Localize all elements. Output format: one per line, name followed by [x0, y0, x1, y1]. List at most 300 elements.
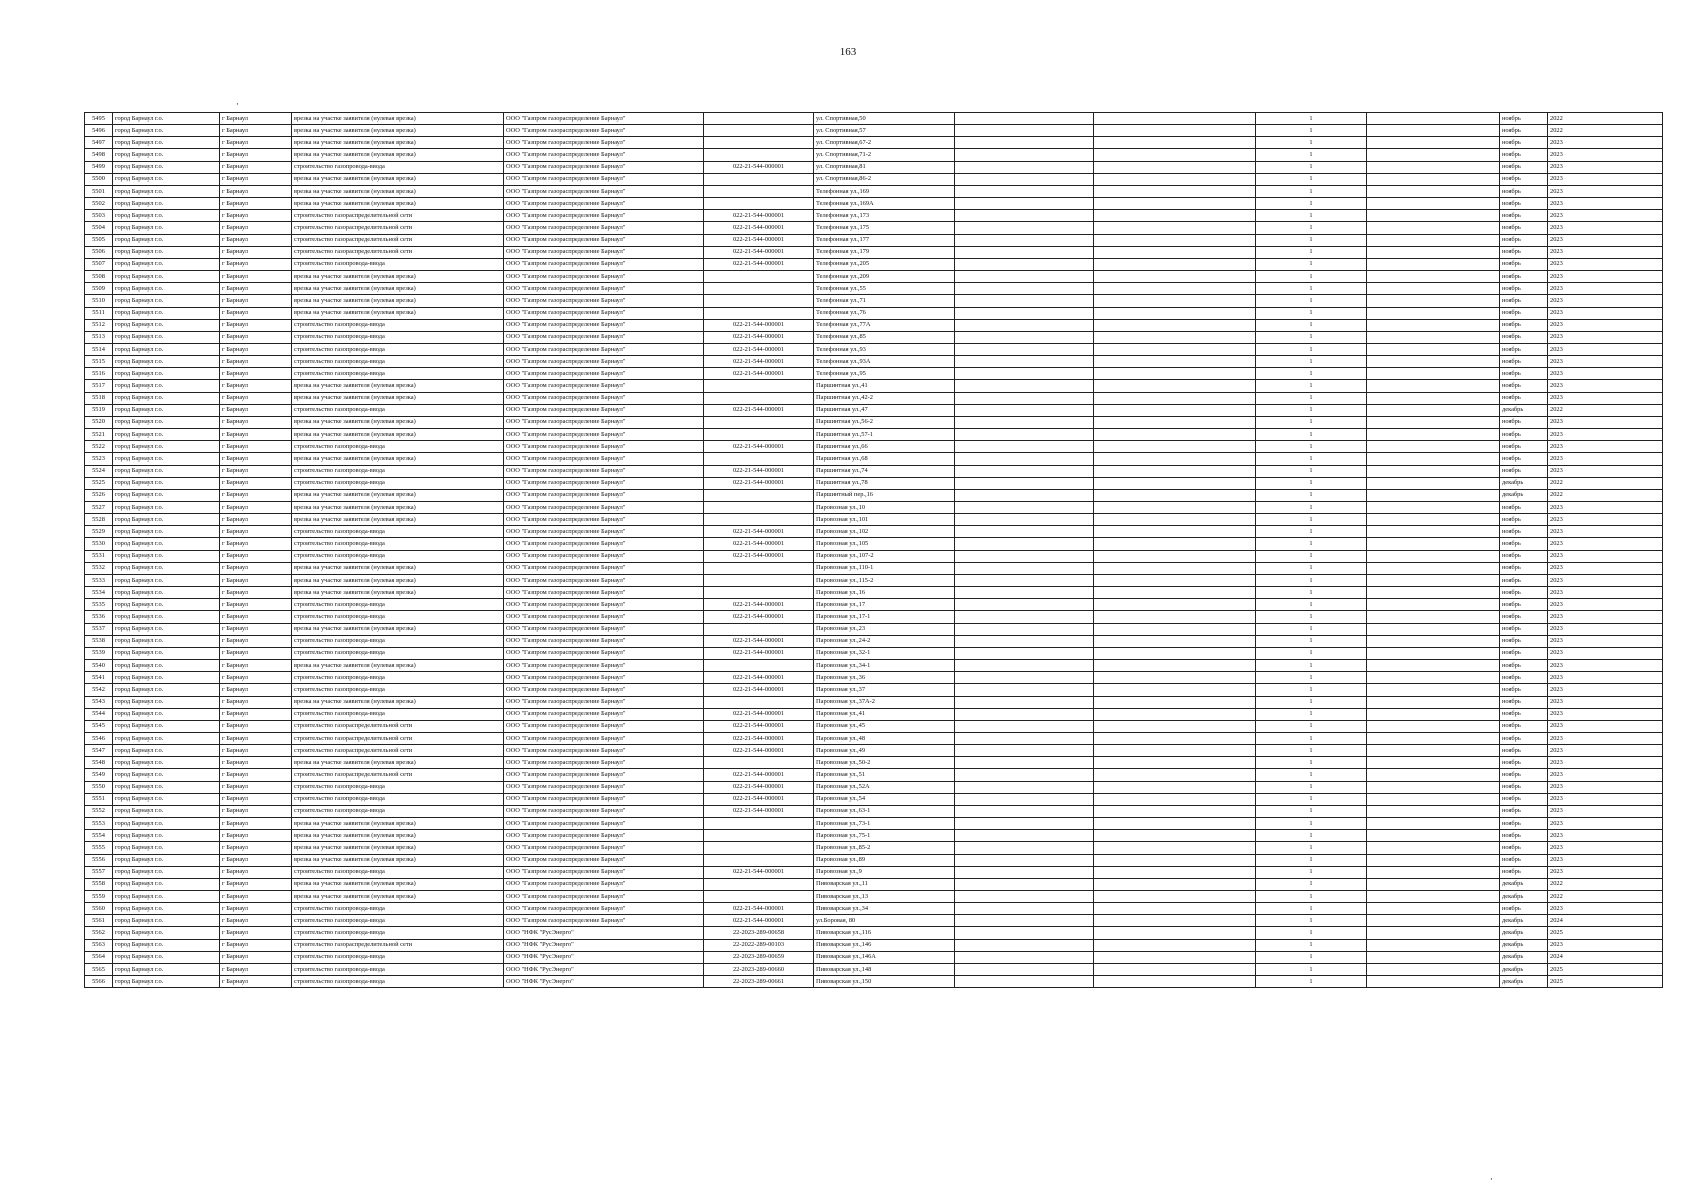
blank-col-a-cell — [955, 234, 1094, 246]
organization-cell: ООО "Газпром газораспределение Барнаул" — [504, 866, 704, 878]
work-type-cell: строительство газопровода-ввода — [292, 708, 504, 720]
blank-col-b-cell — [1094, 489, 1256, 501]
locality-cell: г Барнаул — [220, 842, 292, 854]
quantity-cell: 1 — [1256, 915, 1367, 927]
table-row — [85, 368, 1663, 380]
municipality-cell: город Барнаул г.о. — [113, 453, 220, 465]
month-cell: ноябрь — [1500, 307, 1548, 319]
registry-number-cell: 022-21-544-000001 — [704, 611, 814, 623]
organization-cell: ООО "Газпром газораспределение Барнаул" — [504, 757, 704, 769]
municipality-cell: город Барнаул г.о. — [113, 538, 220, 550]
locality-cell: г Барнаул — [220, 149, 292, 161]
month-cell: ноябрь — [1500, 866, 1548, 878]
blank-col-a-cell — [955, 550, 1094, 562]
locality-cell: г Барнаул — [220, 915, 292, 927]
blank-col-c-cell — [1367, 502, 1500, 514]
month-cell: ноябрь — [1500, 757, 1548, 769]
work-type-cell: строительство газопровода-ввода — [292, 781, 504, 793]
year-cell: 2023 — [1548, 234, 1663, 246]
register-table — [84, 112, 1663, 988]
blank-col-c-cell — [1367, 489, 1500, 501]
locality-cell: г Барнаул — [220, 137, 292, 149]
organization-cell: ООО "Газпром газораспределение Барнаул" — [504, 684, 704, 696]
organization-cell: ООО "Газпром газораспределение Барнаул" — [504, 672, 704, 684]
quantity-cell: 1 — [1256, 660, 1367, 672]
row-number-cell: 5531 — [85, 550, 113, 562]
blank-col-b-cell — [1094, 514, 1256, 526]
quantity-cell: 1 — [1256, 198, 1367, 210]
blank-col-b-cell — [1094, 939, 1256, 951]
locality-cell: г Барнаул — [220, 684, 292, 696]
blank-col-b-cell — [1094, 538, 1256, 550]
locality-cell: г Барнаул — [220, 550, 292, 562]
municipality-cell: город Барнаул г.о. — [113, 149, 220, 161]
municipality-cell: город Барнаул г.о. — [113, 587, 220, 599]
year-cell: 2023 — [1548, 258, 1663, 270]
organization-cell: ООО "Газпром газораспределение Барнаул" — [504, 538, 704, 550]
table-row — [85, 380, 1663, 392]
blank-col-a-cell — [955, 976, 1094, 988]
blank-col-b-cell — [1094, 647, 1256, 659]
municipality-cell: город Барнаул г.о. — [113, 477, 220, 489]
address-cell: Телефонная ул.,76 — [814, 307, 955, 319]
blank-col-b-cell — [1094, 732, 1256, 744]
work-type-cell: врезка на участке заявителя (нулевая врезка) — [292, 125, 504, 137]
locality-cell: г Барнаул — [220, 246, 292, 258]
registry-number-cell — [704, 149, 814, 161]
address-cell: Телефонная ул.,209 — [814, 271, 955, 283]
organization-cell: ООО "Газпром газораспределение Барнаул" — [504, 210, 704, 222]
month-cell: декабрь — [1500, 951, 1548, 963]
locality-cell: г Барнаул — [220, 903, 292, 915]
organization-cell: ООО "Газпром газораспределение Барнаул" — [504, 125, 704, 137]
quantity-cell: 1 — [1256, 465, 1367, 477]
blank-col-a-cell — [955, 757, 1094, 769]
month-cell: ноябрь — [1500, 234, 1548, 246]
blank-col-a-cell — [955, 161, 1094, 173]
municipality-cell: город Барнаул г.о. — [113, 198, 220, 210]
organization-cell: ООО "Газпром газораспределение Барнаул" — [504, 453, 704, 465]
municipality-cell: город Барнаул г.о. — [113, 793, 220, 805]
blank-col-b-cell — [1094, 161, 1256, 173]
blank-col-b-cell — [1094, 319, 1256, 331]
locality-cell: г Барнаул — [220, 453, 292, 465]
registry-number-cell: 022-21-544-000001 — [704, 234, 814, 246]
table-row — [85, 246, 1663, 258]
municipality-cell: город Барнаул г.о. — [113, 392, 220, 404]
year-cell: 2023 — [1548, 137, 1663, 149]
organization-cell: ООО "Газпром газораспределение Барнаул" — [504, 818, 704, 830]
organization-cell: ООО "Газпром газораспределение Барнаул" — [504, 392, 704, 404]
blank-col-c-cell — [1367, 149, 1500, 161]
blank-col-a-cell — [955, 732, 1094, 744]
work-type-cell: строительство газопровода-ввода — [292, 684, 504, 696]
organization-cell: ООО "Газпром газораспределение Барнаул" — [504, 830, 704, 842]
organization-cell: ООО "Газпром газораспределение Барнаул" — [504, 295, 704, 307]
registry-number-cell — [704, 271, 814, 283]
row-number-cell: 5529 — [85, 526, 113, 538]
blank-col-a-cell — [955, 830, 1094, 842]
locality-cell: г Барнаул — [220, 368, 292, 380]
year-cell: 2023 — [1548, 198, 1663, 210]
municipality-cell: город Барнаул г.о. — [113, 842, 220, 854]
quantity-cell: 1 — [1256, 502, 1367, 514]
work-type-cell: врезка на участке заявителя (нулевая врезка) — [292, 854, 504, 866]
table-row — [85, 295, 1663, 307]
table-row — [85, 319, 1663, 331]
municipality-cell: город Барнаул г.о. — [113, 574, 220, 586]
work-type-cell: врезка на участке заявителя (нулевая врезка) — [292, 429, 504, 441]
blank-col-c-cell — [1367, 854, 1500, 866]
blank-col-a-cell — [955, 647, 1094, 659]
blank-col-b-cell — [1094, 526, 1256, 538]
row-number-cell: 5554 — [85, 830, 113, 842]
month-cell: декабрь — [1500, 891, 1548, 903]
address-cell: Телефонная ул.,93 — [814, 343, 955, 355]
month-cell: ноябрь — [1500, 392, 1548, 404]
address-cell: Телефонная ул.,71 — [814, 295, 955, 307]
blank-col-a-cell — [955, 793, 1094, 805]
blank-col-b-cell — [1094, 611, 1256, 623]
registry-number-cell — [704, 830, 814, 842]
work-type-cell: строительство газопровода-ввода — [292, 866, 504, 878]
organization-cell: ООО "Газпром газораспределение Барнаул" — [504, 769, 704, 781]
address-cell: Паровозная ул.,17 — [814, 599, 955, 611]
row-number-cell: 5538 — [85, 635, 113, 647]
table-row — [85, 623, 1663, 635]
blank-col-a-cell — [955, 222, 1094, 234]
row-number-cell: 5548 — [85, 757, 113, 769]
locality-cell: г Барнаул — [220, 161, 292, 173]
row-number-cell: 5541 — [85, 672, 113, 684]
blank-col-a-cell — [955, 137, 1094, 149]
organization-cell: ООО "Газпром газораспределение Барнаул" — [504, 343, 704, 355]
blank-col-a-cell — [955, 343, 1094, 355]
work-type-cell: строительство газораспределительной сети — [292, 234, 504, 246]
row-number-cell: 5502 — [85, 198, 113, 210]
year-cell: 2023 — [1548, 623, 1663, 635]
quantity-cell: 1 — [1256, 963, 1367, 975]
blank-col-a-cell — [955, 818, 1094, 830]
work-type-cell: строительство газопровода-ввода — [292, 903, 504, 915]
municipality-cell: город Барнаул г.о. — [113, 185, 220, 197]
row-number-cell: 5551 — [85, 793, 113, 805]
table-row — [85, 562, 1663, 574]
quantity-cell: 1 — [1256, 599, 1367, 611]
registry-number-cell: 022-21-544-000001 — [704, 222, 814, 234]
quantity-cell: 1 — [1256, 210, 1367, 222]
blank-col-a-cell — [955, 854, 1094, 866]
blank-col-c-cell — [1367, 441, 1500, 453]
locality-cell: г Барнаул — [220, 963, 292, 975]
locality-cell: г Барнаул — [220, 891, 292, 903]
year-cell: 2023 — [1548, 793, 1663, 805]
address-cell: Паровозная ул.,16 — [814, 587, 955, 599]
quantity-cell: 1 — [1256, 696, 1367, 708]
table-row — [85, 161, 1663, 173]
quantity-cell: 1 — [1256, 526, 1367, 538]
blank-col-c-cell — [1367, 113, 1500, 125]
municipality-cell: город Барнаул г.о. — [113, 818, 220, 830]
work-type-cell: строительство газораспределительной сети — [292, 222, 504, 234]
work-type-cell: строительство газопровода-ввода — [292, 976, 504, 988]
work-type-cell: строительство газопровода-ввода — [292, 915, 504, 927]
row-number-cell: 5520 — [85, 416, 113, 428]
quantity-cell: 1 — [1256, 538, 1367, 550]
work-type-cell: строительство газопровода-ввода — [292, 647, 504, 659]
address-cell: Пивоварская ул.,150 — [814, 976, 955, 988]
work-type-cell: врезка на участке заявителя (нулевая врезка) — [292, 283, 504, 295]
blank-col-b-cell — [1094, 258, 1256, 270]
address-cell: Паршинтная ул.,57-1 — [814, 429, 955, 441]
table-row — [85, 672, 1663, 684]
blank-col-a-cell — [955, 538, 1094, 550]
organization-cell: ООО "Газпром газораспределение Барнаул" — [504, 246, 704, 258]
organization-cell: ООО "Газпром газораспределение Барнаул" — [504, 502, 704, 514]
quantity-cell: 1 — [1256, 720, 1367, 732]
organization-cell: ООО "Газпром газораспределение Барнаул" — [504, 307, 704, 319]
blank-col-a-cell — [955, 599, 1094, 611]
month-cell: ноябрь — [1500, 903, 1548, 915]
work-type-cell: врезка на участке заявителя (нулевая врезка) — [292, 271, 504, 283]
blank-col-a-cell — [955, 514, 1094, 526]
blank-col-c-cell — [1367, 684, 1500, 696]
year-cell: 2023 — [1548, 720, 1663, 732]
organization-cell: ООО "НФК "РусЭнерго" — [504, 951, 704, 963]
year-cell: 2023 — [1548, 453, 1663, 465]
registry-number-cell — [704, 307, 814, 319]
row-number-cell: 5527 — [85, 502, 113, 514]
blank-col-a-cell — [955, 356, 1094, 368]
locality-cell: г Барнаул — [220, 611, 292, 623]
table-row — [85, 976, 1663, 988]
organization-cell: ООО "Газпром газораспределение Барнаул" — [504, 441, 704, 453]
blank-col-c-cell — [1367, 562, 1500, 574]
quantity-cell: 1 — [1256, 258, 1367, 270]
work-type-cell: врезка на участке заявителя (нулевая врезка) — [292, 757, 504, 769]
table-row — [85, 611, 1663, 623]
organization-cell: ООО "Газпром газораспределение Барнаул" — [504, 550, 704, 562]
year-cell: 2022 — [1548, 113, 1663, 125]
blank-col-c-cell — [1367, 234, 1500, 246]
blank-col-a-cell — [955, 927, 1094, 939]
row-number-cell: 5544 — [85, 708, 113, 720]
registry-number-cell: 022-21-544-000001 — [704, 647, 814, 659]
address-cell: Паровозная ул.,32-1 — [814, 647, 955, 659]
work-type-cell: врезка на участке заявителя (нулевая врезка) — [292, 489, 504, 501]
blank-col-a-cell — [955, 805, 1094, 817]
blank-col-b-cell — [1094, 745, 1256, 757]
table-row — [85, 939, 1663, 951]
blank-col-c-cell — [1367, 805, 1500, 817]
blank-col-c-cell — [1367, 210, 1500, 222]
quantity-cell: 1 — [1256, 234, 1367, 246]
municipality-cell: город Барнаул г.о. — [113, 757, 220, 769]
address-cell: ул. Спортивная,67-2 — [814, 137, 955, 149]
municipality-cell: город Барнаул г.о. — [113, 441, 220, 453]
organization-cell: ООО "Газпром газораспределение Барнаул" — [504, 660, 704, 672]
blank-col-b-cell — [1094, 915, 1256, 927]
blank-col-a-cell — [955, 113, 1094, 125]
blank-col-b-cell — [1094, 125, 1256, 137]
year-cell: 2023 — [1548, 392, 1663, 404]
organization-cell: ООО "Газпром газораспределение Барнаул" — [504, 526, 704, 538]
registry-number-cell: 022-21-544-000001 — [704, 550, 814, 562]
locality-cell: г Барнаул — [220, 173, 292, 185]
registry-number-cell — [704, 173, 814, 185]
row-number-cell: 5511 — [85, 307, 113, 319]
table-row — [85, 745, 1663, 757]
work-type-cell: врезка на участке заявителя (нулевая врезка) — [292, 416, 504, 428]
table-row — [85, 769, 1663, 781]
month-cell: декабрь — [1500, 404, 1548, 416]
month-cell: ноябрь — [1500, 429, 1548, 441]
work-type-cell: врезка на участке заявителя (нулевая врезка) — [292, 514, 504, 526]
year-cell: 2023 — [1548, 732, 1663, 744]
address-cell: Паршинтная ул.,56-2 — [814, 416, 955, 428]
blank-col-a-cell — [955, 587, 1094, 599]
blank-col-a-cell — [955, 611, 1094, 623]
work-type-cell: строительство газопровода-ввода — [292, 672, 504, 684]
blank-col-c-cell — [1367, 283, 1500, 295]
year-cell: 2023 — [1548, 757, 1663, 769]
blank-col-c-cell — [1367, 307, 1500, 319]
registry-number-cell — [704, 283, 814, 295]
year-cell: 2023 — [1548, 842, 1663, 854]
row-number-cell: 5513 — [85, 331, 113, 343]
blank-col-b-cell — [1094, 757, 1256, 769]
blank-col-c-cell — [1367, 356, 1500, 368]
work-type-cell: строительство газопровода-ввода — [292, 963, 504, 975]
address-cell: Паршинтная ул.,47 — [814, 404, 955, 416]
municipality-cell: город Барнаул г.о. — [113, 891, 220, 903]
municipality-cell: город Барнаул г.о. — [113, 283, 220, 295]
table-row — [85, 404, 1663, 416]
work-type-cell: строительство газопровода-ввода — [292, 538, 504, 550]
month-cell: ноябрь — [1500, 210, 1548, 222]
locality-cell: г Барнаул — [220, 647, 292, 659]
table-row — [85, 781, 1663, 793]
year-cell: 2023 — [1548, 660, 1663, 672]
organization-cell: ООО "Газпром газораспределение Барнаул" — [504, 489, 704, 501]
table-row — [85, 793, 1663, 805]
registry-number-cell: 022-21-544-000001 — [704, 465, 814, 477]
quantity-cell: 1 — [1256, 368, 1367, 380]
address-cell: Телефонная ул.,169 — [814, 185, 955, 197]
address-cell: Паровозная ул.,51 — [814, 769, 955, 781]
locality-cell: г Барнаул — [220, 380, 292, 392]
registry-number-cell: 022-21-544-000001 — [704, 441, 814, 453]
address-cell: Телефонная ул.,173 — [814, 210, 955, 222]
month-cell: ноябрь — [1500, 113, 1548, 125]
year-cell: 2022 — [1548, 125, 1663, 137]
locality-cell: г Барнаул — [220, 951, 292, 963]
month-cell: ноябрь — [1500, 574, 1548, 586]
month-cell: ноябрь — [1500, 660, 1548, 672]
address-cell: Паршинтная ул.,74 — [814, 465, 955, 477]
municipality-cell: город Барнаул г.о. — [113, 137, 220, 149]
municipality-cell: город Барнаул г.о. — [113, 526, 220, 538]
blank-col-c-cell — [1367, 599, 1500, 611]
blank-col-b-cell — [1094, 672, 1256, 684]
month-cell: ноябрь — [1500, 246, 1548, 258]
quantity-cell: 1 — [1256, 149, 1367, 161]
blank-col-a-cell — [955, 745, 1094, 757]
month-cell: ноябрь — [1500, 769, 1548, 781]
blank-col-c-cell — [1367, 720, 1500, 732]
organization-cell: ООО "Газпром газораспределение Барнаул" — [504, 271, 704, 283]
quantity-cell: 1 — [1256, 793, 1367, 805]
work-type-cell: строительство газораспределительной сети — [292, 210, 504, 222]
locality-cell: г Барнаул — [220, 295, 292, 307]
organization-cell: ООО "Газпром газораспределение Барнаул" — [504, 113, 704, 125]
table-row — [85, 574, 1663, 586]
blank-col-b-cell — [1094, 878, 1256, 890]
quantity-cell: 1 — [1256, 185, 1367, 197]
municipality-cell: город Барнаул г.о. — [113, 416, 220, 428]
blank-col-a-cell — [955, 623, 1094, 635]
registry-number-cell: 022-21-544-000001 — [704, 732, 814, 744]
organization-cell: ООО "Газпром газораспределение Барнаул" — [504, 854, 704, 866]
blank-col-c-cell — [1367, 708, 1500, 720]
quantity-cell: 1 — [1256, 453, 1367, 465]
month-cell: ноябрь — [1500, 538, 1548, 550]
municipality-cell: город Барнаул г.о. — [113, 113, 220, 125]
table-row — [85, 429, 1663, 441]
table-row — [85, 526, 1663, 538]
month-cell: ноябрь — [1500, 720, 1548, 732]
blank-col-c-cell — [1367, 660, 1500, 672]
quantity-cell: 1 — [1256, 732, 1367, 744]
municipality-cell: город Барнаул г.о. — [113, 331, 220, 343]
blank-col-b-cell — [1094, 453, 1256, 465]
work-type-cell: строительство газопровода-ввода — [292, 526, 504, 538]
organization-cell: ООО "Газпром газораспределение Барнаул" — [504, 161, 704, 173]
organization-cell: ООО "Газпром газораспределение Барнаул" — [504, 380, 704, 392]
locality-cell: г Барнаул — [220, 939, 292, 951]
work-type-cell: строительство газопровода-ввода — [292, 793, 504, 805]
month-cell: ноябрь — [1500, 793, 1548, 805]
locality-cell: г Барнаул — [220, 356, 292, 368]
organization-cell: ООО "Газпром газораспределение Барнаул" — [504, 587, 704, 599]
year-cell: 2023 — [1548, 161, 1663, 173]
address-cell: Паровозная ул.,52А — [814, 781, 955, 793]
table-row — [85, 465, 1663, 477]
row-number-cell: 5509 — [85, 283, 113, 295]
organization-cell: ООО "Газпром газораспределение Барнаул" — [504, 562, 704, 574]
municipality-cell: город Барнаул г.о. — [113, 939, 220, 951]
registry-number-cell: 022-21-544-000001 — [704, 915, 814, 927]
blank-col-c-cell — [1367, 222, 1500, 234]
address-cell: Паровозная ул.,115-2 — [814, 574, 955, 586]
row-number-cell: 5510 — [85, 295, 113, 307]
municipality-cell: город Барнаул г.о. — [113, 696, 220, 708]
blank-col-a-cell — [955, 149, 1094, 161]
month-cell: ноябрь — [1500, 526, 1548, 538]
locality-cell: г Барнаул — [220, 331, 292, 343]
table-row — [85, 587, 1663, 599]
work-type-cell: врезка на участке заявителя (нулевая врезка) — [292, 392, 504, 404]
table-row — [85, 416, 1663, 428]
blank-col-c-cell — [1367, 246, 1500, 258]
blank-col-a-cell — [955, 258, 1094, 270]
month-cell: ноябрь — [1500, 587, 1548, 599]
registry-number-cell — [704, 502, 814, 514]
blank-col-c-cell — [1367, 173, 1500, 185]
row-number-cell: 5559 — [85, 891, 113, 903]
registry-number-cell — [704, 185, 814, 197]
row-number-cell: 5505 — [85, 234, 113, 246]
